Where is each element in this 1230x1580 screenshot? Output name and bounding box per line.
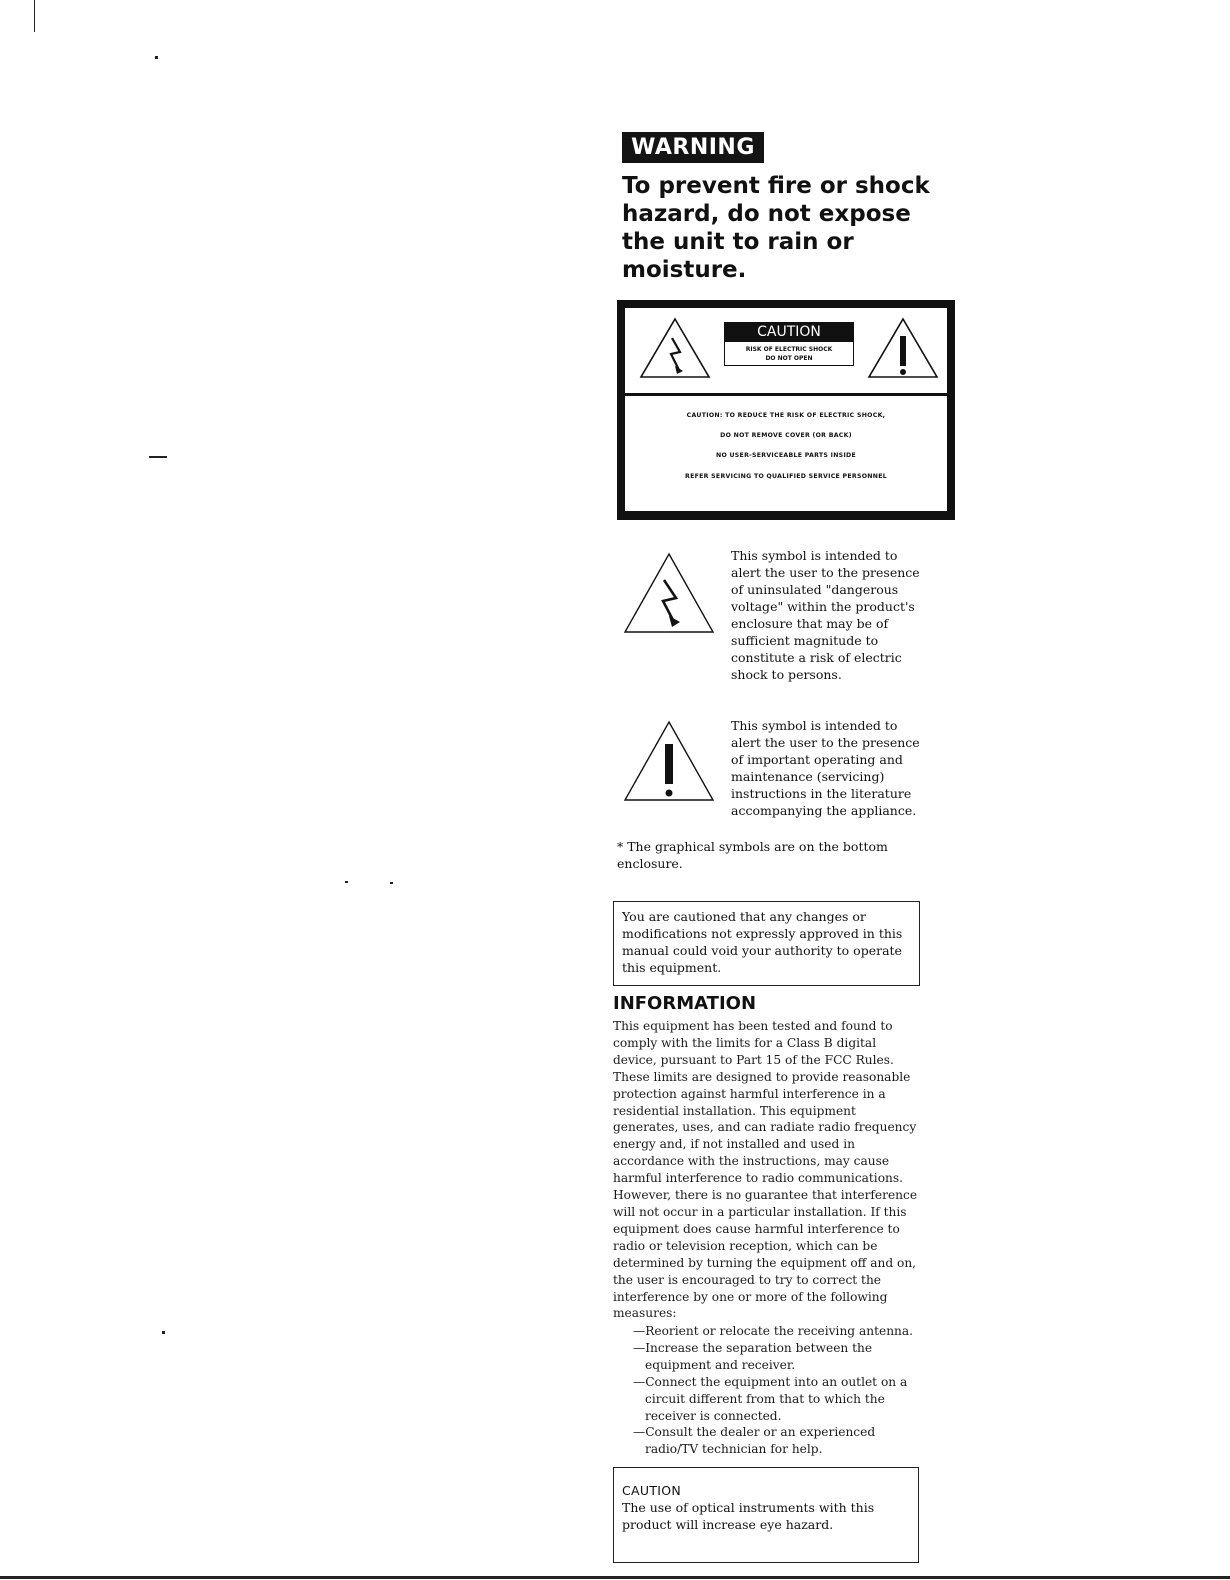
caution-box-title: CAUTION xyxy=(725,323,853,342)
electric-shock-icon xyxy=(623,552,715,634)
scan-artifact xyxy=(34,0,35,32)
caution-box xyxy=(724,322,854,366)
optical-caution-box xyxy=(613,1467,919,1563)
list-item: —Increase the separation between the equipment and receiver. xyxy=(633,1340,873,1372)
symbols-footnote: * The graphical symbols are on the bottom enclosure. xyxy=(617,839,888,871)
lightning-symbol-description: This symbol is intended to alert the user to the presence of uninsulated "dangerous voltage" within the product's enclosure that may be of sufficient magnitude to constitute a risk of electric shock to persons. xyxy=(731,548,920,682)
measures-list xyxy=(633,1323,923,1458)
caution-plate xyxy=(617,300,955,520)
list-item: —Reorient or relocate the receiving antenna. xyxy=(633,1324,914,1338)
scan-artifact xyxy=(390,882,393,884)
caution-box-subtitle xyxy=(725,342,853,363)
caution-line: NO USER-SERVICEABLE PARTS INSIDE xyxy=(715,452,857,459)
warning-headline: To prevent fire or shock hazard, do not expose the unit to rain or moisture. xyxy=(622,173,930,283)
caution-plate-body xyxy=(625,396,947,511)
warning-label: WARNING xyxy=(622,132,764,163)
caution-line: REFER SERVICING TO QUALIFIED SERVICE PERSONNEL xyxy=(685,473,887,480)
list-item: —Connect the equipment into an outlet on a circuit different from that to which the receiver is connected. xyxy=(633,1374,908,1423)
list-item: —Consult the dealer or an experienced radio/TV technician for help. xyxy=(633,1425,876,1457)
scan-artifact xyxy=(149,456,167,458)
scan-artifact xyxy=(0,1576,1230,1579)
electric-shock-icon xyxy=(639,316,711,380)
caution-line: CAUTION: TO REDUCE THE RISK OF ELECTRIC SHOCK, xyxy=(686,412,886,419)
caution-plate-header xyxy=(625,308,947,393)
optical-caution-title: CAUTION xyxy=(622,1483,682,1498)
exclamation-symbol-description: This symbol is intended to alert the user to the presence of important operating and maintenance (servicing) instructions in the literature accompanying the appliance. xyxy=(731,718,920,818)
information-heading: INFORMATION xyxy=(613,993,757,1014)
information-body: This equipment has been tested and found to comply with the limits for a Class B digital device, pursuant to Part 15 of the FCC Rules. These limits are designed to provide reasonable protection against harmful interference in a residential installation. This equipment generates, uses, and can radiate radio frequency energy and, if not installed and used in accordance with the instructions, may cause harmful interference to radio communications. However, there is no guarantee that interference will not occur in a particular installation. If this equipment does cause harmful interference to radio or television reception, which can be determined by turning the equipment off and on, the user is encouraged to try to correct the interference by one or more of the following measures: xyxy=(613,1019,918,1321)
caution-line: DO NOT REMOVE COVER (OR BACK) xyxy=(720,432,852,439)
caution-sub-line: RISK OF ELECTRIC SHOCK xyxy=(745,346,833,353)
scan-artifact xyxy=(155,56,158,59)
modification-notice: You are cautioned that any changes or modifications not expressly approved in this manual could void your authority to operate this equipment. xyxy=(613,901,920,986)
exclamation-icon xyxy=(623,720,715,802)
scan-artifact xyxy=(162,1331,165,1334)
scan-artifact xyxy=(345,881,348,883)
optical-caution-text: The use of optical instruments with this product will increase eye hazard. xyxy=(622,1500,875,1532)
caution-sub-line: DO NOT OPEN xyxy=(765,355,813,362)
exclamation-icon xyxy=(867,316,939,380)
